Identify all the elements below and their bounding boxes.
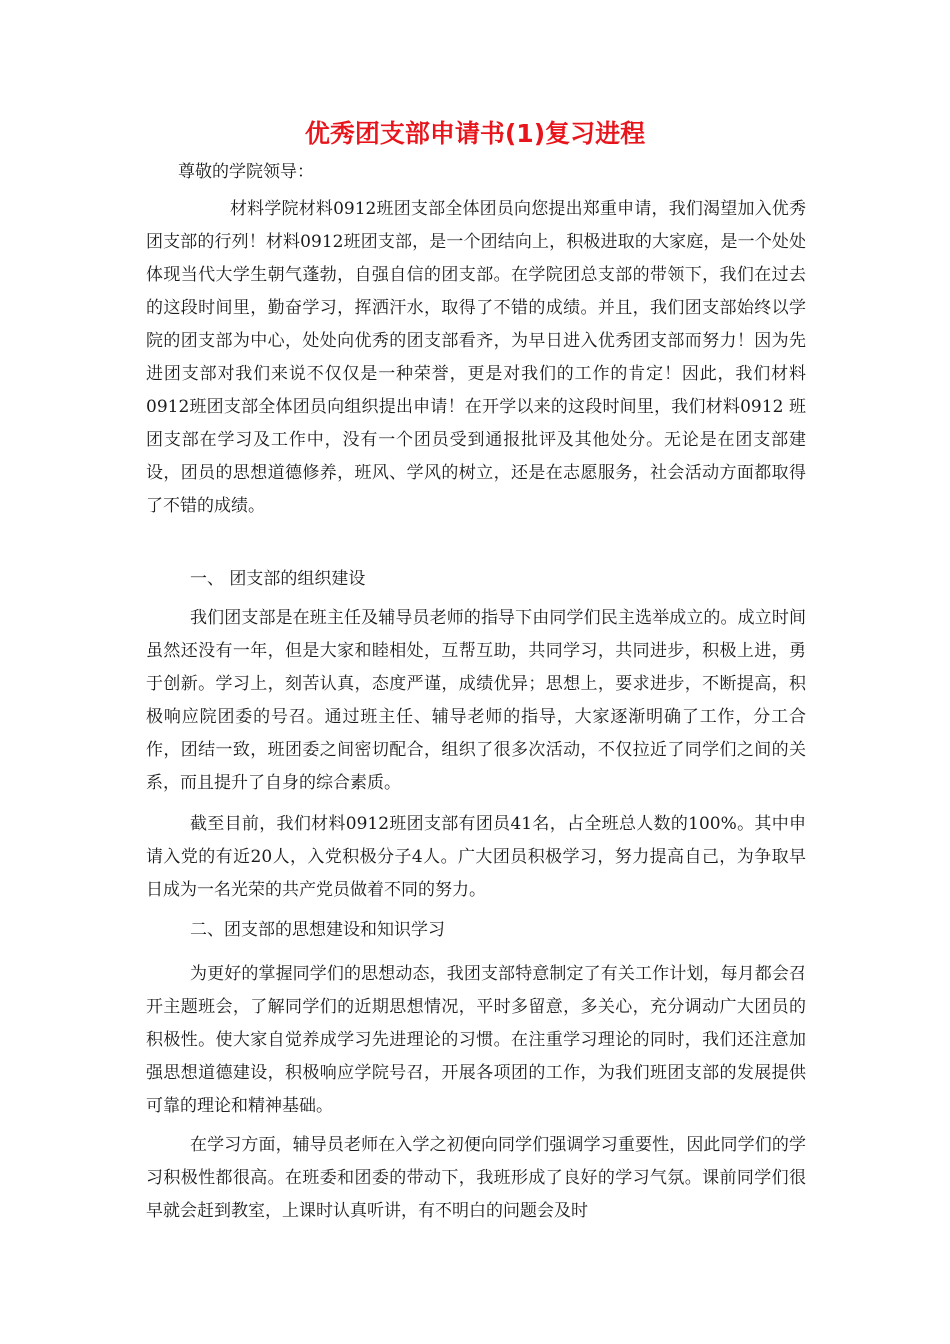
- paragraph-study: 在学习方面，辅导员老师在入学之初便向同学们强调学习重要性，因此同学们的学习积极性都很高。在班委和团委的带动下，我班形成了良好的学习气氛。课前同学们很早就会赶到教室，上课时认真听讲，有不明白的问题会及时: [146, 1135, 806, 1221]
- paragraph-organization: 我们团支部是在班主任及辅导员老师的指导下由同学们民主选举成立的。成立时间虽然还没有一年，但是大家和睦相处，互帮互助，共同学习，共同进步，积极上进，勇于创新。学习上，刻苦认真，态度严谨，成绩优异；思想上，要求进步，不断提高，积极响应院团委的号召。通过班主任、辅导老师的指导，大家逐渐明确了工作，分工合作，团结一致，班团委之间密切配合，组织了很多次活动，不仅拉近了同学们之间的关系，而且提升了自身的综合素质。: [146, 608, 806, 793]
- section-heading-ideology: 二、团支部的思想建设和知识学习: [190, 920, 445, 940]
- paragraph-membership: 截至目前，我们材料0912班团支部有团员41名，占全班总人数的100%。其中申请入党的有近20人，入党积极分子4人。广大团员积极学习，努力提高自己，为争取早日成为一名光荣的共产党员做着不同的努力。: [146, 814, 806, 900]
- paragraph-intro: 材料学院材料0912班团支部全体团员向您提出郑重申请，我们渴望加入优秀团支部的行列！材料0912班团支部，是一个团结向上，积极进取的大家庭，是一个处处体现当代大学生朝气蓬勃，自强自信的团支部。在学院团总支部的带领下，我们在过去的这段时间里，勤奋学习，挥洒汗水，取得了不错的成绩。并且，我们团支部始终以学院的团支部为中心，处处向优秀的团支部看齐，为早日进入优秀团支部而努力！因为先进团支部对我们来说不仅仅是一种荣誉，更是对我们的工作的肯定！因此，我们材料0912班团支部全体团员向组织提出申请！在开学以来的这段时间里，我们材料0912 班团支部在学习及工作中，没有一个团员受到通报批评及其他处分。无论是在团支部建设，团员的思想道德修养，班风、学风的树立，还是在志愿服务，社会活动方面都取得了不错的成绩。: [146, 199, 806, 516]
- section-heading-organization: 一、 团支部的组织建设: [190, 569, 366, 589]
- paragraph-ideology: 为更好的掌握同学们的思想动态，我团支部特意制定了有关工作计划，每月都会召开主题班会，了解同学们的近期思想情况，平时多留意，多关心，充分调动广大团员的积极性。使大家自觉养成学习先进理论的习惯。在注重学习理论的同时，我们还注意加强思想道德建设，积极响应学院号召，开展各项团的工作，为我们班团支部的发展提供可靠的理论和精神基础。: [146, 964, 806, 1116]
- salutation: 尊敬的学院领导：: [178, 162, 314, 182]
- document-title: 优秀团支部申请书(1)复习进程: [304, 119, 646, 148]
